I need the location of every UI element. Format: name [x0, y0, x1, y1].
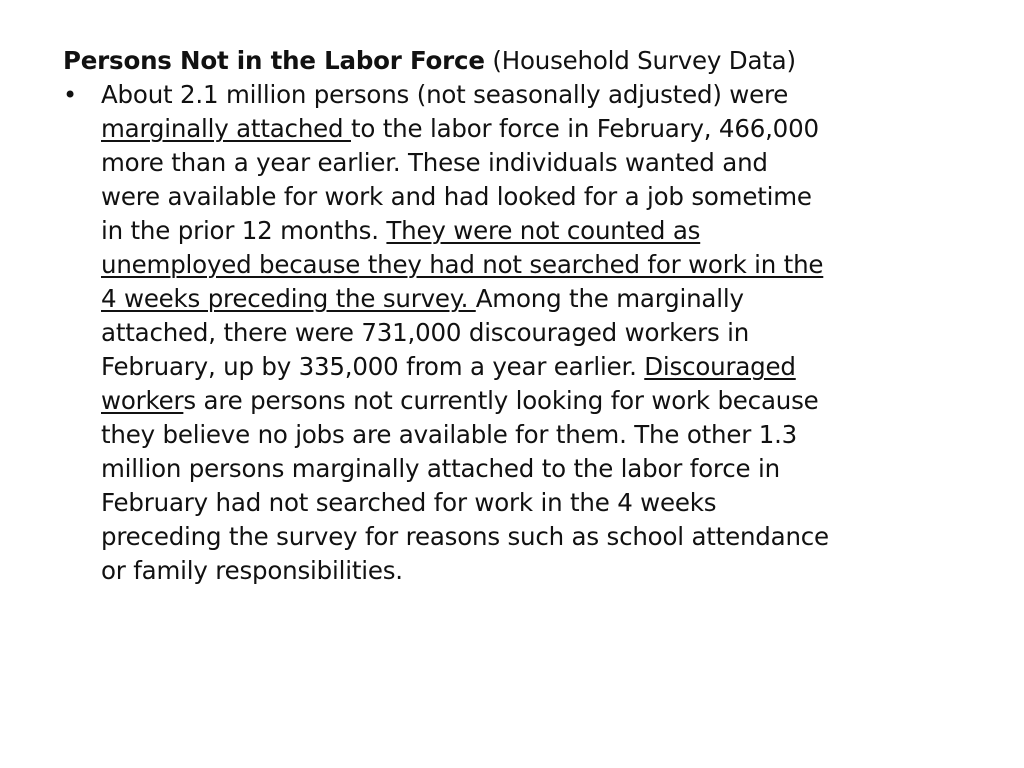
underlined-text: Discouraged	[644, 352, 796, 381]
paragraph-line	[101, 520, 968, 554]
text-segment: February, up by 335,000 from a year earlier.	[101, 352, 645, 381]
paragraph-line	[101, 554, 968, 588]
bullet-marker: •	[63, 81, 78, 109]
heading-bold-text: Persons Not in the Labor Force	[63, 46, 485, 75]
paragraph-line	[101, 214, 968, 248]
text-segment: Among the marginally	[475, 284, 744, 313]
bullet-paragraph	[101, 78, 968, 588]
paragraph-line	[101, 112, 968, 146]
slide-content	[63, 44, 968, 588]
paragraph-line	[101, 282, 968, 316]
text-segment: attached, there were 731,000 discouraged workers in	[101, 318, 750, 347]
heading-normal-text: (Household Survey Data)	[484, 46, 796, 75]
paragraph-line	[101, 78, 968, 112]
text-segment: in the prior 12 months.	[101, 216, 387, 245]
text-segment: million persons marginally attached to the labor force in	[101, 454, 780, 483]
text-segment: to the labor force in February, 466,000	[350, 114, 819, 143]
text-segment: February had not searched for work in the 4 weeks	[101, 488, 717, 517]
paragraph-line	[101, 452, 968, 486]
underlined-text: unemployed because they had not searched for work in the	[101, 250, 824, 279]
text-segment: s are persons not currently looking for work because	[183, 386, 819, 415]
underlined-text: marginally attached	[101, 114, 351, 143]
underlined-text: worker	[101, 386, 184, 415]
paragraph-line	[101, 486, 968, 520]
paragraph-line	[101, 418, 968, 452]
paragraph-line	[101, 146, 968, 180]
text-segment: preceding the survey for reasons such as school attendance	[101, 522, 829, 551]
text-segment: or family responsibilities.	[101, 556, 403, 585]
paragraph-line	[101, 384, 968, 418]
text-segment: more than a year earlier. These individuals wanted and	[101, 148, 768, 177]
paragraph-line	[101, 316, 968, 350]
text-segment: were available for work and had looked for a job sometime	[101, 182, 812, 211]
paragraph-line	[101, 248, 968, 282]
underlined-text: They were not counted as	[386, 216, 701, 245]
underlined-text: 4 weeks preceding the survey.	[101, 284, 476, 313]
text-segment: they believe no jobs are available for them. The other 1.3	[101, 420, 798, 449]
paragraph-line	[101, 180, 968, 214]
bullet-item	[63, 78, 968, 588]
text-segment: About 2.1 million persons (not seasonally adjusted) were	[101, 80, 789, 109]
paragraph-line	[101, 350, 968, 384]
slide-heading	[63, 44, 968, 78]
